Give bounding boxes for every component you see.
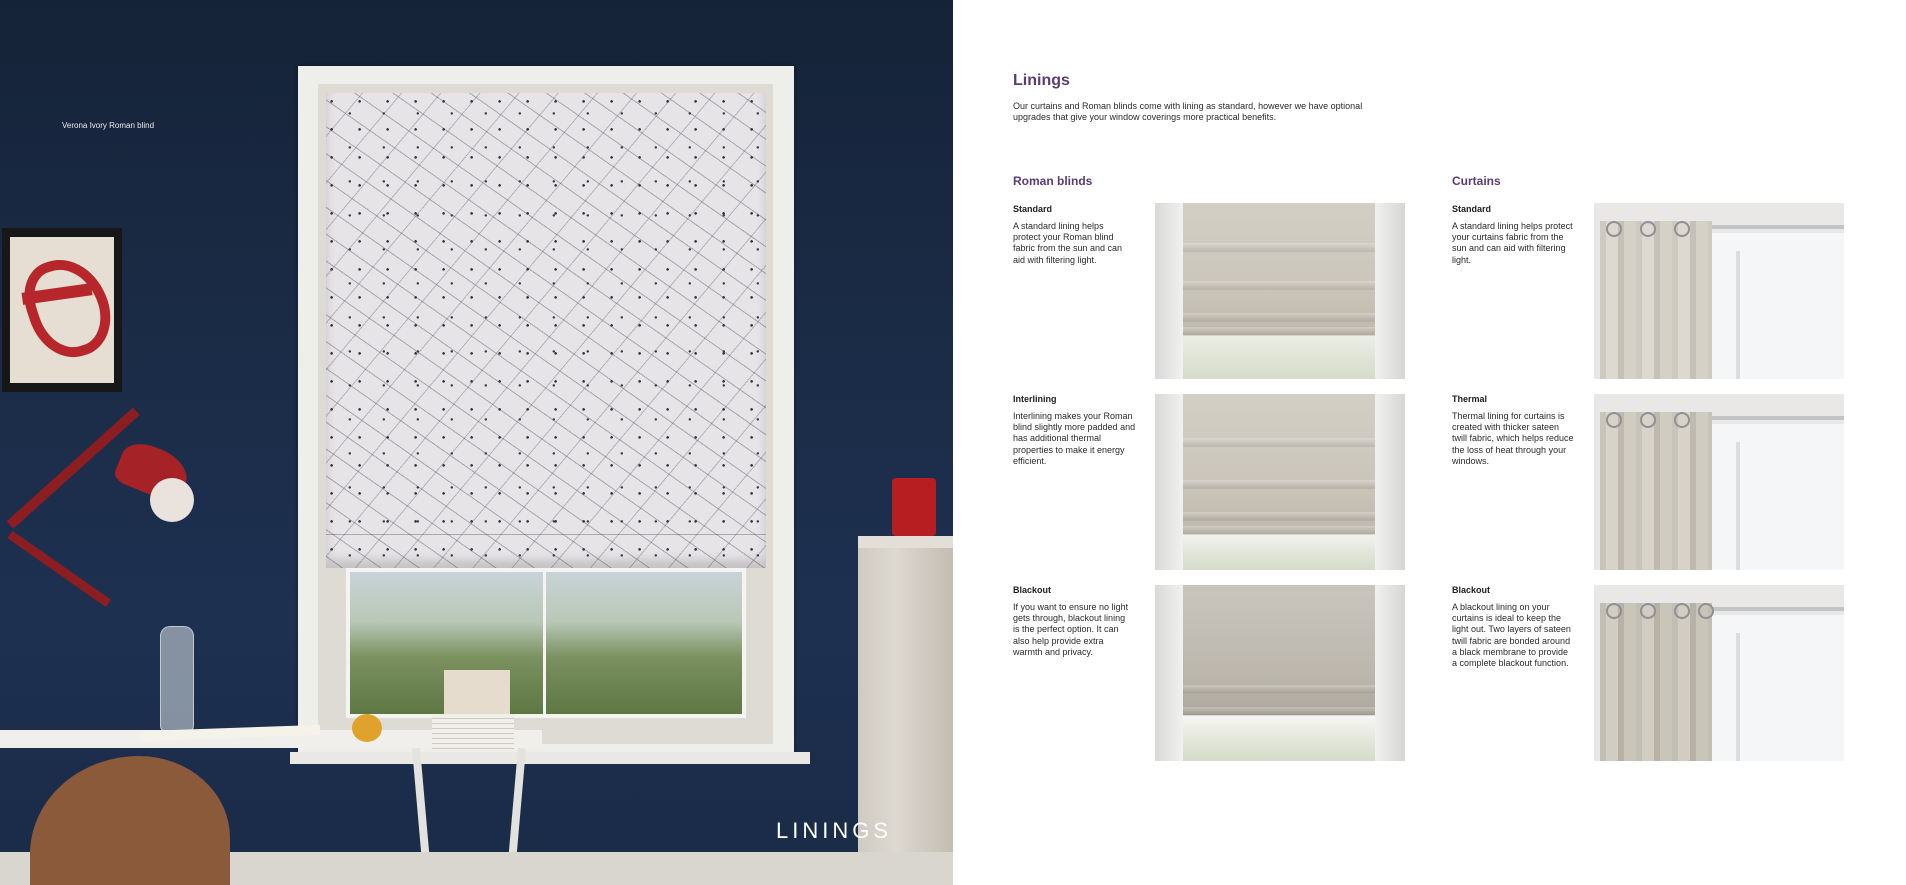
window-sill — [290, 752, 810, 764]
orange-fruit — [352, 714, 382, 742]
curtains-thermal-desc: Thermal lining for curtains is created with thicker sateen twill fabric, which helps reduce the loss of heat through your windows. — [1452, 411, 1574, 466]
roman-blackout-image — [1155, 585, 1405, 761]
photo-caption: Verona Ivory Roman blind — [62, 121, 155, 130]
magazine-stack — [432, 714, 514, 750]
roman-standard-image — [1155, 203, 1405, 379]
red-radio — [892, 478, 936, 536]
roman-blackout-desc: If you want to ensure no light gets through, blackout lining is the perfect option. It can also help provide extra warmth and privacy. — [1013, 602, 1129, 657]
patterned-roman-blind — [326, 93, 766, 568]
curtains-thermal-image — [1594, 394, 1844, 570]
curtains-heading: Curtains — [1452, 174, 1501, 188]
curtains-standard-image — [1594, 203, 1844, 379]
linings-page — [953, 0, 1906, 885]
curtains-blackout-desc: A blackout lining on your curtains is ideal to keep the light out. Two layers of sateen twill fabric are bonded around a black membrane to provide a complete blackout function. — [1452, 602, 1571, 669]
intro-text: Our curtains and Roman blinds come with lining as standard, however we have optional upgrades that give your window coverings more practical benefits. — [1013, 101, 1363, 122]
water-carafe — [160, 626, 194, 732]
wall-painting — [2, 228, 122, 392]
window-view — [346, 568, 746, 718]
storage-box — [444, 670, 510, 714]
roman-interlining-title: Interlining — [1013, 394, 1057, 404]
roman-standard-title: Standard — [1013, 204, 1053, 214]
curtains-blackout-image — [1594, 585, 1844, 761]
page-heading: Linings — [1013, 72, 1070, 89]
page-title-overlay: LININGS — [776, 818, 893, 843]
curtains-thermal-title: Thermal — [1452, 394, 1488, 404]
roman-blinds-heading: Roman blinds — [1013, 174, 1093, 188]
roman-interlining-desc: Interlining makes your Roman blind slightly more padded and has additional thermal properties to make it energy efficient. — [1013, 411, 1136, 466]
roman-standard-desc: A standard lining helps protect your Roman blind fabric from the sun and can aid with filtering light. — [1013, 221, 1123, 265]
curtains-standard-title: Standard — [1452, 204, 1492, 214]
roman-interlining-image — [1155, 394, 1405, 570]
curtains-blackout-title: Blackout — [1452, 585, 1491, 595]
roman-blackout-title: Blackout — [1013, 585, 1052, 595]
curtains-standard-desc: A standard lining helps protect your curtains fabric from the sun and can aid with filtering light. — [1452, 221, 1573, 265]
wooden-chair — [30, 756, 230, 885]
